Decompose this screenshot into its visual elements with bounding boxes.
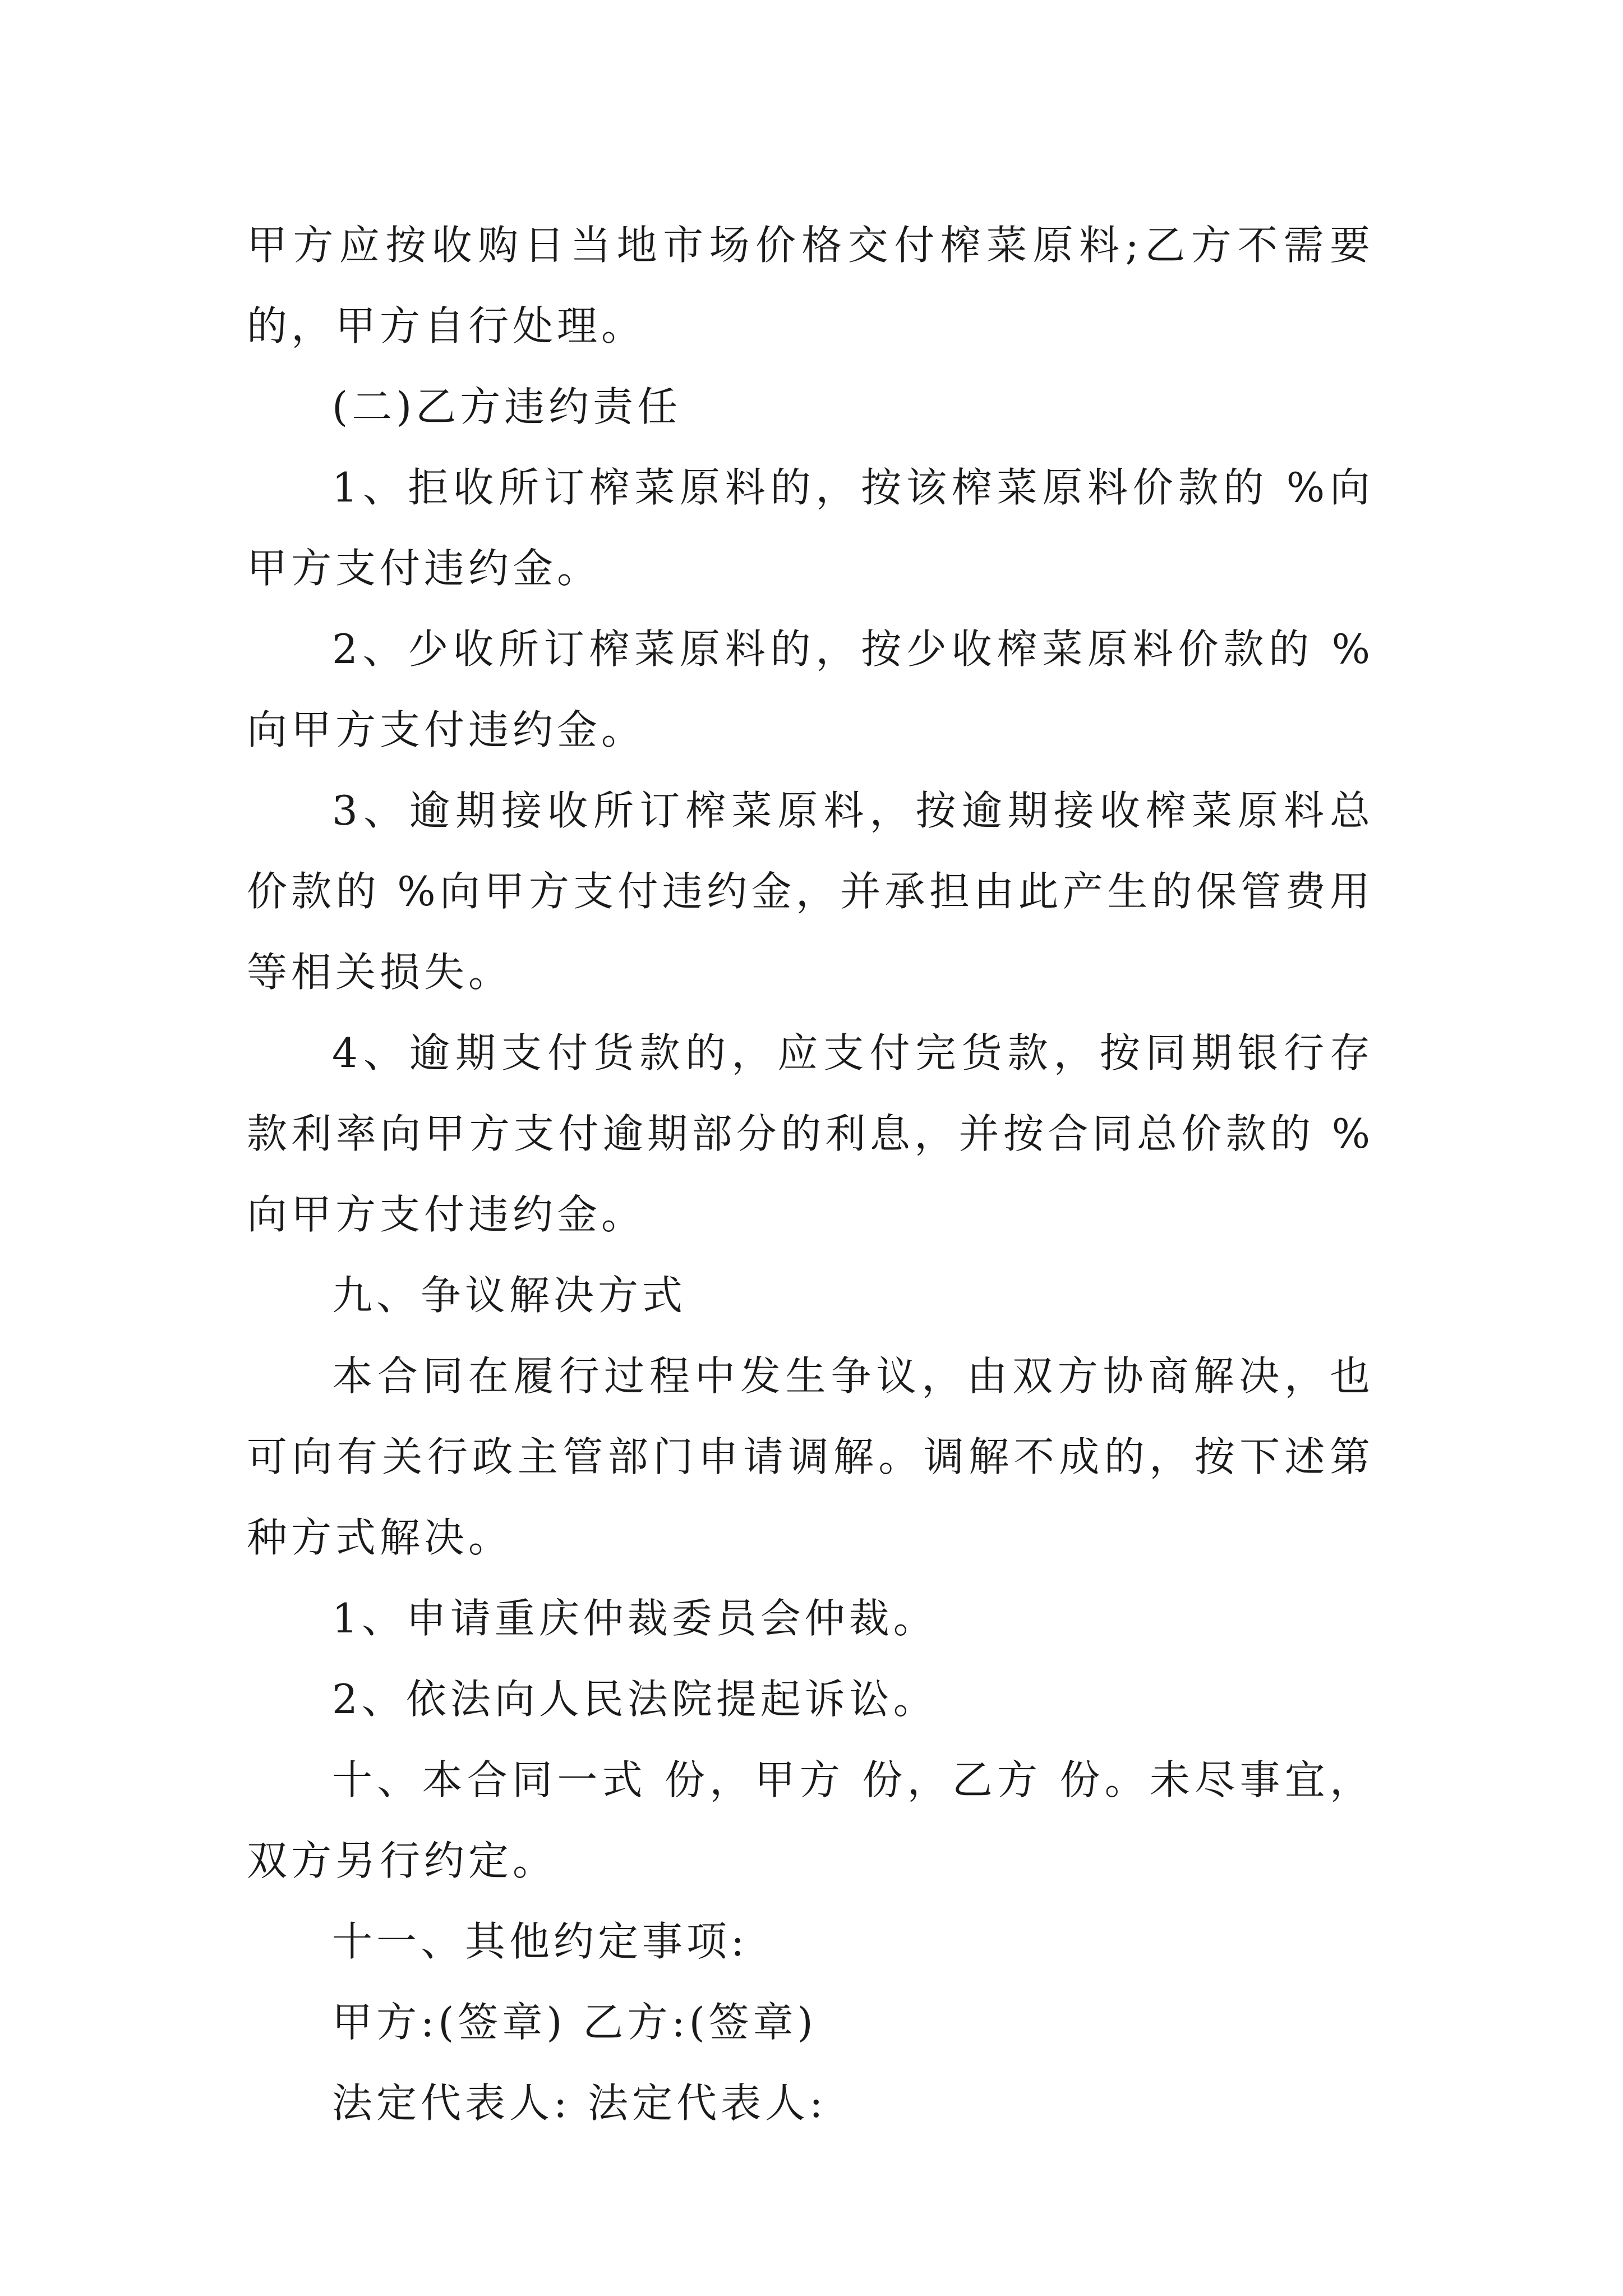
section-heading-dispute-resolution: 九、争议解决方式 bbox=[332, 1272, 687, 1319]
clause-refuse-receipt: 1、拒收所订榨菜原料的，按该榨菜原料价款的 %向甲方支付违约金。 bbox=[247, 464, 1374, 592]
dispute-option-arbitration: 1、申请重庆仲裁委员会仲裁。 bbox=[332, 1595, 938, 1642]
clause-late-payment: 4、逾期支付货款的，应支付完货款，按同期银行存款利率向甲方支付逾期部分的利息，并按合同总价款的 %向甲方支付违约金。 bbox=[247, 1029, 1374, 1238]
signature-legal-representatives: 法定代表人: 法定代表人: bbox=[332, 2079, 827, 2127]
paragraph-continuation: 甲方应按收购日当地市场价格交付榨菜原料;乙方不需要的，甲方自行处理。 bbox=[247, 222, 1374, 349]
section-copies: 十、本合同一式 份，甲方 份，乙方 份。未尽事宜，双方另行约定。 bbox=[247, 1756, 1374, 1884]
clause-short-receipt: 2、少收所订榨菜原料的，按少收榨菜原料价款的 %向甲方支付违约金。 bbox=[247, 625, 1374, 753]
dispute-resolution-text: 本合同在履行过程中发生争议，由双方协商解决，也可向有关行政主管部门申请调解。调解不成的，按下述第 种方式解决。 bbox=[247, 1352, 1374, 1561]
dispute-option-litigation: 2、依法向人民法院提起诉讼。 bbox=[332, 1676, 938, 1723]
signature-parties: 甲方:(签章) 乙方:(签章) bbox=[332, 1999, 817, 2046]
document-body bbox=[247, 205, 1374, 2143]
clause-late-receipt: 3、逾期接收所订榨菜原料，按逾期接收榨菜原料总价款的 %向甲方支付违约金，并承担由此产生的保管费用等相关损失。 bbox=[247, 787, 1374, 996]
section-heading-party-b-liability: (二)乙方违约责任 bbox=[332, 383, 682, 430]
section-other-matters: 十一、其他约定事项: bbox=[332, 1918, 749, 1965]
